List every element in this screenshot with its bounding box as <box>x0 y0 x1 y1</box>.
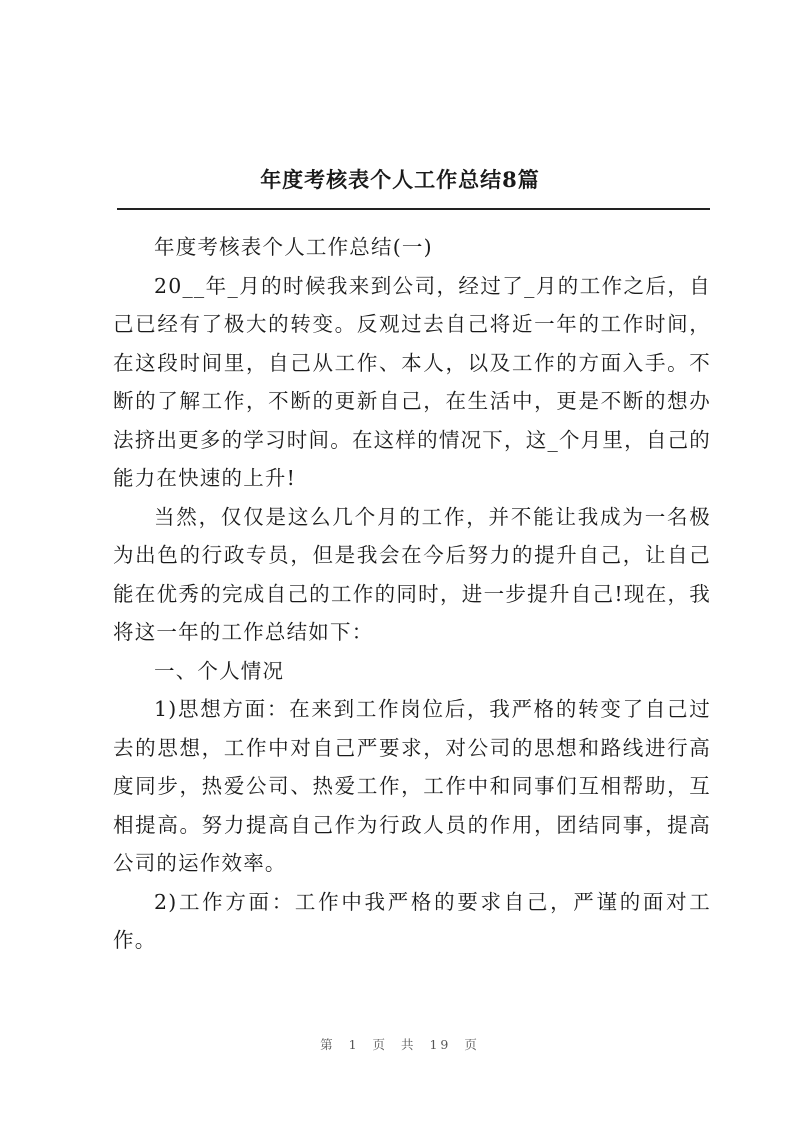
paragraph: 2)工作方面：工作中我严格的要求自己，严谨的面对工作。 <box>113 889 711 952</box>
document-title: 年度考核表个人工作总结8篇 <box>260 167 540 192</box>
section-heading: 年度考核表个人工作总结(一) <box>154 235 433 259</box>
title-divider <box>117 208 710 210</box>
paragraph: 当然，仅仅是这么几个月的工作，并不能让我成为一名极为出色的行政专员，但是我会在今后努力的提升自己，让自己能在优秀的完成自己的工作的同时，进一步提升自己!现在，我将这一年的工作总结如下： <box>113 504 711 644</box>
page-footer: 第 1 页 共 19 页 <box>320 1037 480 1052</box>
document-body <box>113 228 711 960</box>
paragraph: 20__年_月的时候我来到公司，经过了_月的工作之后，自己已经有了极大的转变。反观过去自己将近一年的工作时间，在这段时间里，自己从工作、本人，以及工作的方面入手。不断的了解工作，不断的更新自己，在生活中，更是不断的想办法挤出更多的学习时间。在这样的情况下，这_个月里，自己的能力在快速的上升! <box>113 273 711 490</box>
section-heading: 一、个人情况 <box>154 658 285 683</box>
paragraph: 1)思想方面：在来到工作岗位后，我严格的转变了自己过去的思想，工作中对自己严要求，对公司的思想和路线进行高度同步，热爱公司、热爱工作，工作中和同事们互相帮助，互相提高。努力提高自己作为行政人员的作用，团结同事，提高公司的运作效率。 <box>113 697 711 875</box>
